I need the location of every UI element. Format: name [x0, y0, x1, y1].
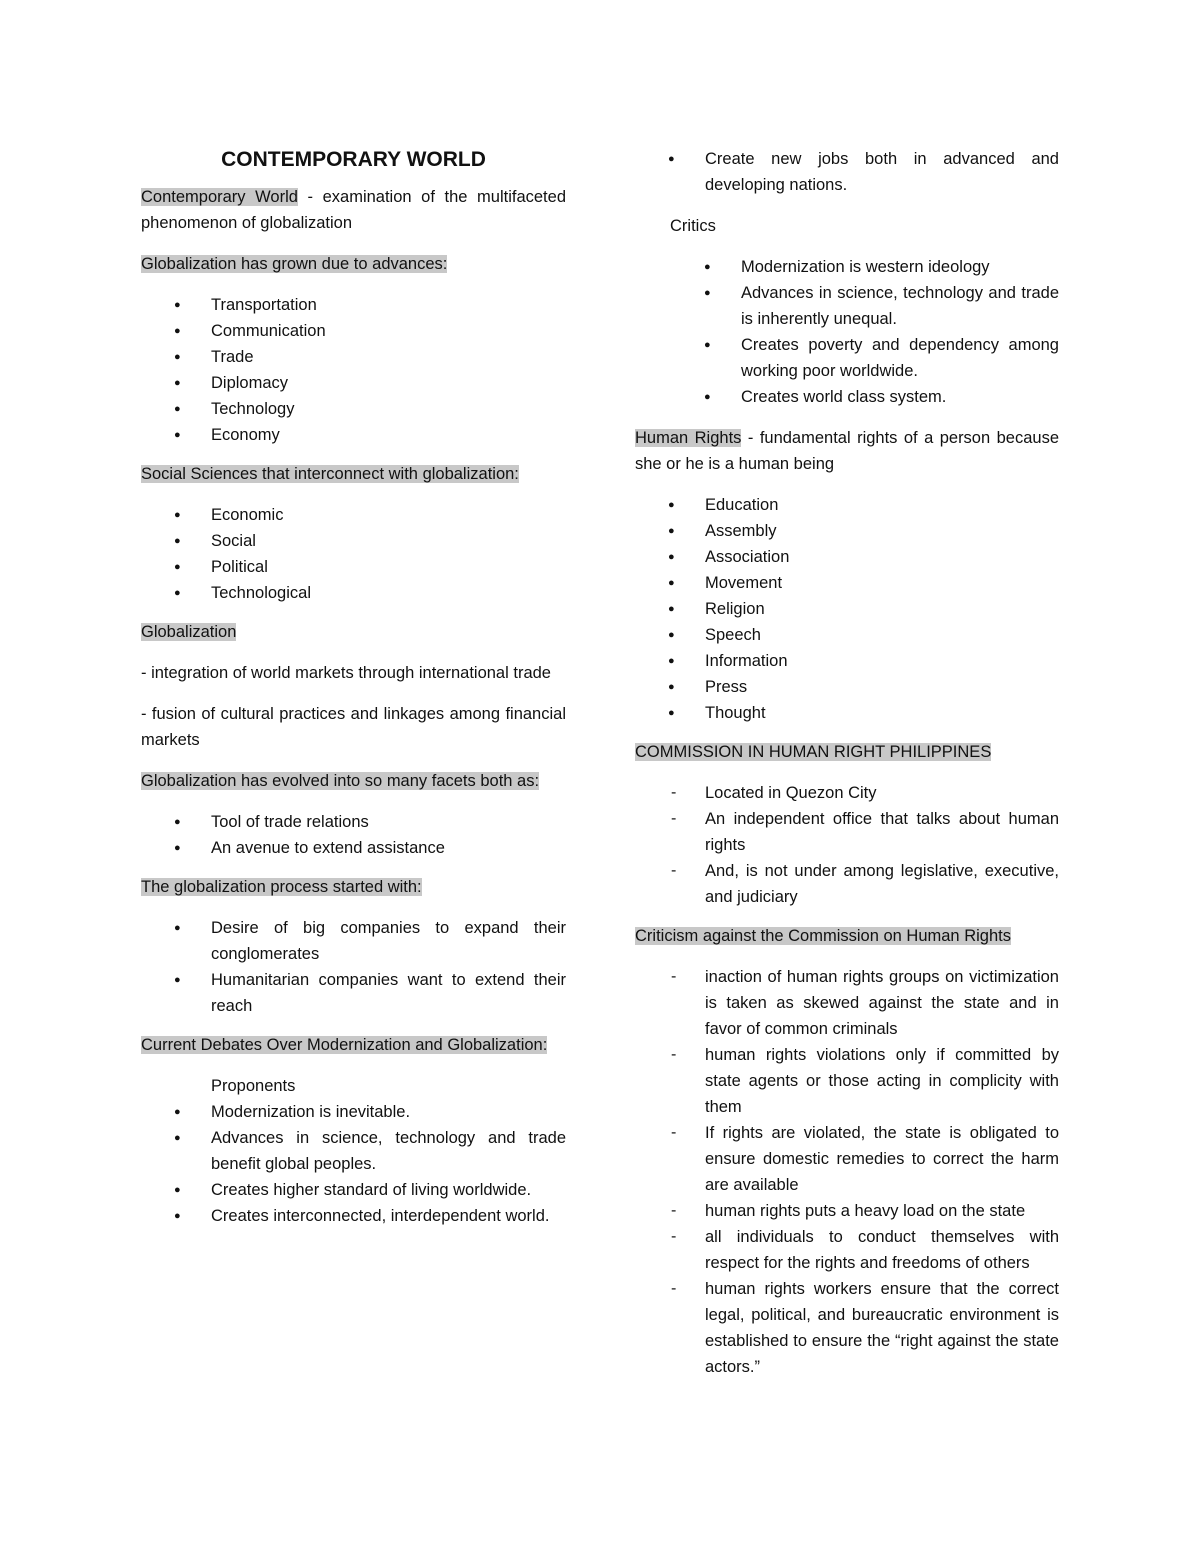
- social-heading: Social Sciences that interconnect with globalization:: [141, 465, 519, 483]
- social-list: [141, 502, 566, 606]
- list-item: ● Modernization is inevitable.: [141, 1099, 566, 1125]
- list-item: ● Technological: [141, 580, 566, 606]
- list-item: ● Thought: [635, 700, 1059, 726]
- hr-term: Human Rights: [635, 429, 742, 447]
- glob-def-2: - fusion of cultural practices and linkages among financial markets: [141, 705, 566, 749]
- list-item: - human rights violations only if committed by state agents or those acting in complicity with them: [635, 1042, 1059, 1120]
- list-item: - Located in Quezon City: [635, 780, 1059, 806]
- list-item: - If rights are violated, the state is obligated to ensure domestic remedies to correct the harm are available: [635, 1120, 1059, 1198]
- proponents-list: [141, 1099, 566, 1229]
- page-title: CONTEMPORARY WORLD: [221, 148, 486, 171]
- list-item: ● Information: [635, 648, 1059, 674]
- chr-heading: COMMISSION IN HUMAN RIGHT PHILIPPINES: [635, 743, 992, 761]
- criticism-heading: Criticism against the Commission on Human Rights: [635, 927, 1011, 945]
- list-item: ● Tool of trade relations: [141, 809, 566, 835]
- criticism-list: [635, 964, 1059, 1380]
- cw-def: - examination of the multifaceted phenomenon of globalization: [141, 188, 566, 232]
- list-item: ● Creates poverty and dependency among working poor worldwide.: [635, 332, 1059, 384]
- list-item: - all individuals to conduct themselves with respect for the rights and freedoms of others: [635, 1224, 1059, 1276]
- left-column: [141, 146, 566, 1244]
- list-item: ● Trade: [141, 344, 566, 370]
- started-list: [141, 915, 566, 1019]
- chr-list: [635, 780, 1059, 910]
- glob-def-1: - integration of world markets through international trade: [141, 664, 551, 682]
- list-item: ● Technology: [141, 396, 566, 422]
- right-column: [635, 146, 1059, 1395]
- list-item: ● Creates higher standard of living worldwide.: [141, 1177, 566, 1203]
- cw-definition: [141, 184, 566, 236]
- list-item: ● Diplomacy: [141, 370, 566, 396]
- list-item: ● Transportation: [141, 292, 566, 318]
- list-item: ● Education: [635, 492, 1059, 518]
- list-item: ● Economic: [141, 502, 566, 528]
- started-heading: The globalization process started with:: [141, 878, 422, 896]
- list-item: ● Press: [635, 674, 1059, 700]
- list-item: ● Political: [141, 554, 566, 580]
- advances-heading: Globalization has grown due to advances:: [141, 255, 448, 273]
- list-item: ● Association: [635, 544, 1059, 570]
- list-item: - inaction of human rights groups on victimization is taken as skewed against the state and in favor of common criminals: [635, 964, 1059, 1042]
- list-item: ● Desire of big companies to expand their conglomerates: [141, 915, 566, 967]
- facets-list: [141, 809, 566, 861]
- proponents-label: Proponents: [211, 1077, 296, 1095]
- list-item: ● Speech: [635, 622, 1059, 648]
- list-item: ● Religion: [635, 596, 1059, 622]
- list-item: ● Communication: [141, 318, 566, 344]
- rights-list: [635, 492, 1059, 726]
- list-item: ● Humanitarian companies want to extend their reach: [141, 967, 566, 1019]
- list-item: - And, is not under among legislative, executive, and judiciary: [635, 858, 1059, 910]
- list-item: ● Advances in science, technology and trade benefit global peoples.: [141, 1125, 566, 1177]
- list-item: - human rights puts a heavy load on the state: [635, 1198, 1059, 1224]
- list-item: ● Creates world class system.: [635, 384, 1059, 410]
- list-item: ● Economy: [141, 422, 566, 448]
- hr-def: - fundamental rights of a person because she or he is a human being: [635, 429, 1059, 473]
- list-item: ● Advances in science, technology and trade is inherently unequal.: [635, 280, 1059, 332]
- list-item: ● Modernization is western ideology: [635, 254, 1059, 280]
- cw-term: Contemporary World: [141, 188, 298, 206]
- list-item: ● Movement: [635, 570, 1059, 596]
- proponents-cont-list: [635, 146, 1059, 198]
- debates-heading: Current Debates Over Modernization and Globalization:: [141, 1036, 548, 1054]
- list-item: ● Create new jobs both in advanced and developing nations.: [635, 146, 1059, 198]
- hr-definition: [635, 425, 1059, 477]
- critics-label: Critics: [670, 217, 716, 235]
- list-item: ● Assembly: [635, 518, 1059, 544]
- list-item: - human rights workers ensure that the correct legal, political, and bureaucratic environment is established to ensure the “right against the state actors.”: [635, 1276, 1059, 1380]
- list-item: ● Creates interconnected, interdependent world.: [141, 1203, 566, 1229]
- facets-heading: Globalization has evolved into so many facets both as:: [141, 772, 540, 790]
- critics-list: [635, 254, 1059, 410]
- advances-list: [141, 292, 566, 448]
- glob-heading: Globalization: [141, 623, 237, 641]
- list-item: ● An avenue to extend assistance: [141, 835, 566, 861]
- list-item: ● Social: [141, 528, 566, 554]
- list-item: - An independent office that talks about human rights: [635, 806, 1059, 858]
